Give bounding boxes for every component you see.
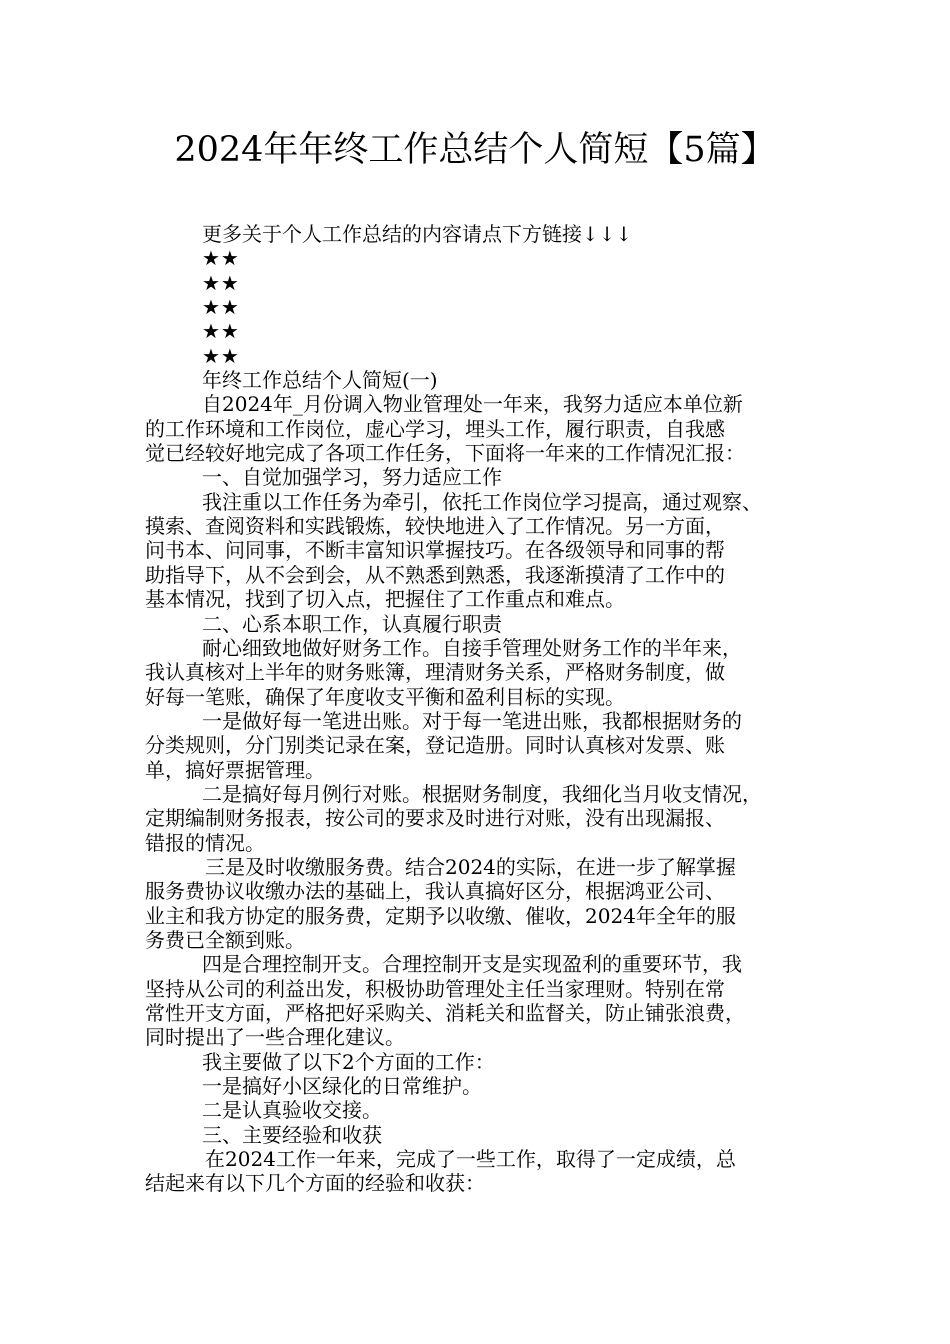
text-line: 二是认真验收交接。 <box>202 1098 382 1123</box>
star-line: ★★ <box>202 246 240 271</box>
text-line: 分类规则，分门别类记录在案，登记造册。同时认真核对发票、账 <box>145 733 725 758</box>
text-line: 更多关于个人工作总结的内容请点下方链接↓↓↓ <box>202 222 633 246</box>
text-line: 好每一笔账，确保了年度收支平衡和盈利目标的实现。 <box>145 684 625 709</box>
text-line: 一是做好每一笔进出账。对于每一笔进出账，我都根据财务的 <box>202 708 742 733</box>
star-line: ★★ <box>202 295 240 320</box>
star-line: ★★ <box>202 343 240 368</box>
text-line: 常性开支方面，严格把好采购关、消耗关和监督关，防止铺张浪费， <box>145 1001 745 1025</box>
document-body <box>145 222 825 1196</box>
text-line: 基本情况，找到了切入点，把握住了工作重点和难点。 <box>145 587 625 612</box>
text-line: 二是搞好每月例行对账。根据财务制度，我细化当月收支情况， <box>202 781 762 806</box>
text-line: 坚持从公司的利益出发，积极协助管理处主任当家理财。特别在常 <box>145 976 725 1001</box>
text-line: 我注重以工作任务为牵引，依托工作岗位学习提高，通过观察、 <box>202 489 762 514</box>
text-line: 业主和我方协定的服务费，定期予以收缴、催收，2024年全年的服 <box>145 903 736 928</box>
text-line: 三、主要经验和收获 <box>202 1122 382 1147</box>
text-line: 耐心细致地做好财务工作。自接手管理处财务工作的半年来， <box>202 635 742 660</box>
text-line: 自2024年_月份调入物业管理处一年来，我努力适应本单位新 <box>202 392 743 417</box>
text-line: 结起来有以下几个方面的经验和收获： <box>145 1171 485 1196</box>
text-line: 四是合理控制开支。合理控制开支是实现盈利的重要环节，我 <box>202 952 742 977</box>
star-line: ★★ <box>202 270 240 295</box>
text-line: 摸索、查阅资料和实践锻炼，较快地进入了工作情况。另一方面， <box>145 514 725 539</box>
text-line: 问书本、问同事，不断丰富知识掌握技巧。在各级领导和同事的帮 <box>145 538 725 563</box>
text-line: 年终工作总结个人简短(一) <box>202 368 438 393</box>
text-line: 三是及时收缴服务费。结合2024的实际，在进一步了解掌握 <box>205 854 736 879</box>
star-line: ★★ <box>202 319 240 344</box>
text-line: 一是搞好小区绿化的日常维护。 <box>202 1074 482 1099</box>
text-line: 的工作环境和工作岗位，虚心学习，埋头工作，履行职责，自我感 <box>145 416 725 441</box>
text-line: 助指导下，从不会到会，从不熟悉到熟悉，我逐渐摸清了工作中的 <box>145 562 725 587</box>
text-line: 在2024工作一年来，完成了一些工作，取得了一定成绩，总 <box>205 1147 736 1172</box>
text-line: 二、心系本职工作，认真履行职责 <box>202 611 502 636</box>
text-line: 服务费协议收缴办法的基础上，我认真搞好区分，根据鸿亚公司、 <box>145 879 725 904</box>
text-line: 定期编制财务报表，按公司的要求及时进行对账，没有出现漏报、 <box>145 806 725 831</box>
text-line: 同时提出了一些合理化建议。 <box>145 1025 405 1050</box>
text-line: 一、自觉加强学习，努力适应工作 <box>202 465 502 490</box>
text-line: 我主要做了以下2个方面的工作： <box>202 1049 495 1074</box>
text-line: 错报的情况。 <box>145 830 265 855</box>
document-title: 2024年年终工作总结个人简短【5篇】 <box>174 130 776 170</box>
text-line: 务费已全额到账。 <box>145 927 305 952</box>
text-line: 单，搞好票据管理。 <box>145 757 325 782</box>
text-line: 觉已经较好地完成了各项工作任务，下面将一年来的工作情况汇报： <box>145 441 745 466</box>
text-line: 我认真核对上半年的财务账簿，理清财务关系，严格财务制度，做 <box>145 660 725 685</box>
